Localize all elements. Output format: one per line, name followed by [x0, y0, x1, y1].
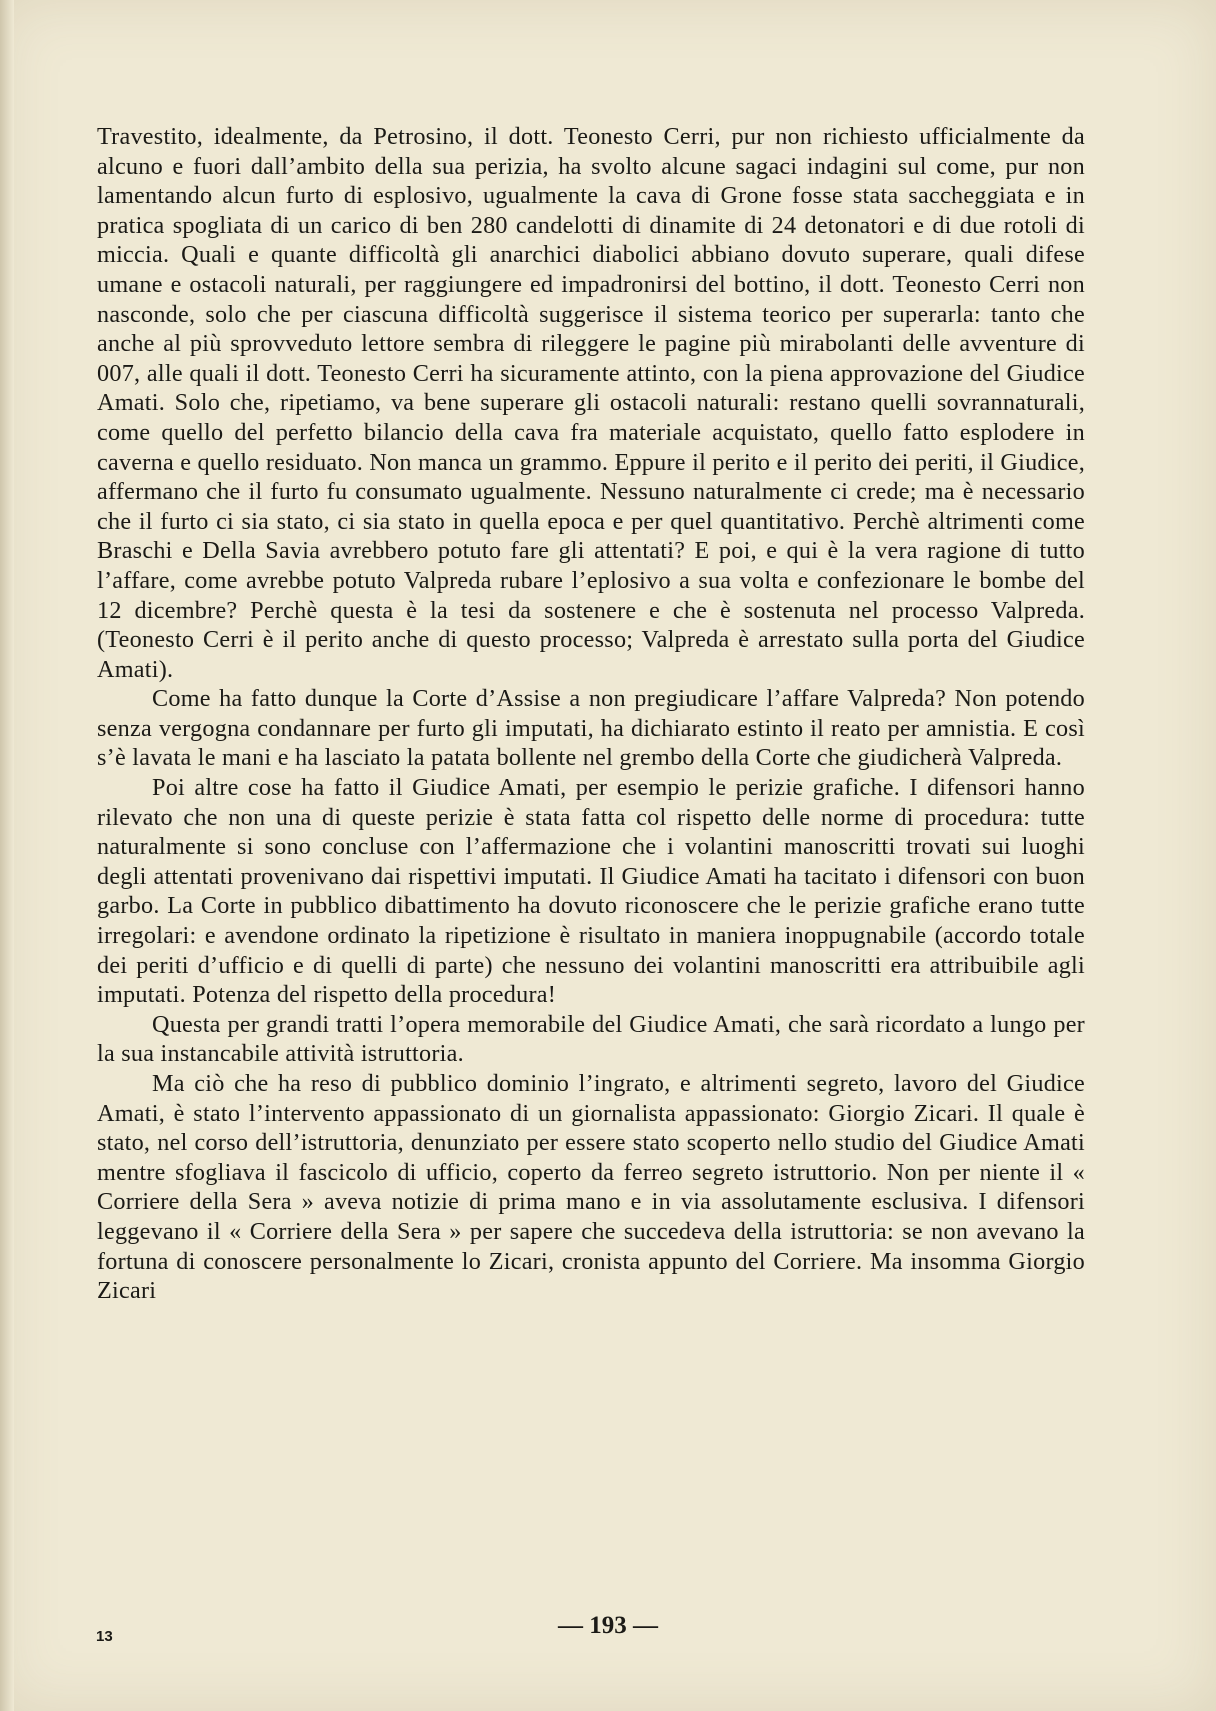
- page-number: — 193 —: [558, 1612, 658, 1639]
- paragraph-4: Questa per grandi tratti l’opera memorabile del Giudice Amati, che sarà ricordato a lungo per la sua instancabile attività istruttoria.: [97, 1010, 1085, 1068]
- signature-mark: 13: [96, 1628, 113, 1645]
- paragraph-3: Poi altre cose ha fatto il Giudice Amati, per esempio le perizie grafiche. I difensori hanno rilevato che non una di queste perizie è stata fatta col rispetto delle norme di procedura: tutte naturalmente si sono concluse con l’affermazione che i volantini manoscritti trovati sui luoghi degli attentati provenivano dai rispettivi imputati. Il Giudice Amati ha tacitato i difensori con buon garbo. La Corte in pubblico dibattimento ha dovuto riconoscere che le perizie grafiche erano tutte irregolari: e avendone ordinato la ripetizione è risultato in maniera inoppugnabile (accordo totale dei periti d’ufficio e di quelli di parte) che nessuno dei volantini manoscritti era attribuibile agli imputati. Potenza del rispetto della procedura!: [97, 774, 1085, 1009]
- paragraph-2: Come ha fatto dunque la Corte d’Assise a non pregiudicare l’affare Valpreda? Non potendo senza vergogna condannare per furto gli imputati, ha dichiarato estinto il reato per amnistia. E così s’è lavata le mani e ha lasciato la patata bollente nel grembo della Corte che giudicherà Valpreda.: [97, 685, 1085, 772]
- page-binding-edge: [0, 0, 14, 1711]
- paragraph-5: Ma ciò che ha reso di pubblico dominio l’ingrato, e altrimenti segreto, lavoro del Giudice Amati, è stato l’intervento appassionato di un giornalista appassionato: Giorgio Zicari. Il quale è stato, nel corso dell’istruttoria, denunziato per essere stato scoperto nello studio del Giudice Amati mentre sfogliava il fascicolo di ufficio, coperto da ferreo segreto istruttorio. Non per niente il « Corriere della Sera » aveva notizie di prima mano e in via assolutamente esclusiva. I difensori leggevano il « Corriere della Sera » per sapere che succedeva della istruttoria: se non avevano la fortuna di conoscere personalmente lo Zicari, cronista appunto del Corriere. Ma insomma Giorgio Zicari: [97, 1070, 1085, 1305]
- body-text: [97, 122, 1085, 1306]
- paragraph-1: Travestito, idealmente, da Petrosino, il dott. Teonesto Cerri, pur non richiesto ufficialmente da alcuno e fuori dall’ambito della sua perizia, ha svolto alcune sagaci indagini sul come, pur non lamentando alcun furto di esplosivo, ugualmente la cava di Grone fosse stata saccheggiata e in pratica spogliata di un carico di ben 280 candelotti di dinamite di 24 detonatori e di due rotoli di miccia. Quali e quante difficoltà gli anarchici diabolici abbiano dovuto superare, quali difese umane e ostacoli naturali, per raggiungere ed impadronirsi del bottino, il dott. Teonesto Cerri non nasconde, solo che per ciascuna difficoltà suggerisce il sistema teorico per superarla: tanto che anche al più sprovveduto lettore sembra di rileggere le pagine più mirabolanti delle avventure di 007, alle quali il dott. Teonesto Cerri ha sicuramente attinto, con la piena approvazione del Giudice Amati. Solo che, ripetiamo, va bene superare gli ostacoli naturali: restano quelli sovrannaturali, come quello del perfetto bilancio della cava fra materiale acquistato, quello fatto esplodere in caverna e quello residuato. Non manca un grammo. Eppure il perito e il perito dei periti, il Giudice, affermano che il furto fu consumato ugualmente. Nessuno naturalmente ci crede; ma è necessario che il furto ci sia stato, ci sia stato in quella epoca e per quel quantitativo. Perchè altrimenti come Braschi e Della Savia avrebbero potuto fare gli attentati? E poi, e qui è la vera ragione di tutto l’affare, come avrebbe potuto Valpreda rubare l’eplosivo a sua volta e confezionare le bombe del 12 dicembre? Perchè questa è la tesi da sostenere e che è sostenuta nel processo Valpreda. (Teonesto Cerri è il perito anche di questo processo; Valpreda è arrestato sulla porta del Giudice Amati).: [97, 123, 1085, 683]
